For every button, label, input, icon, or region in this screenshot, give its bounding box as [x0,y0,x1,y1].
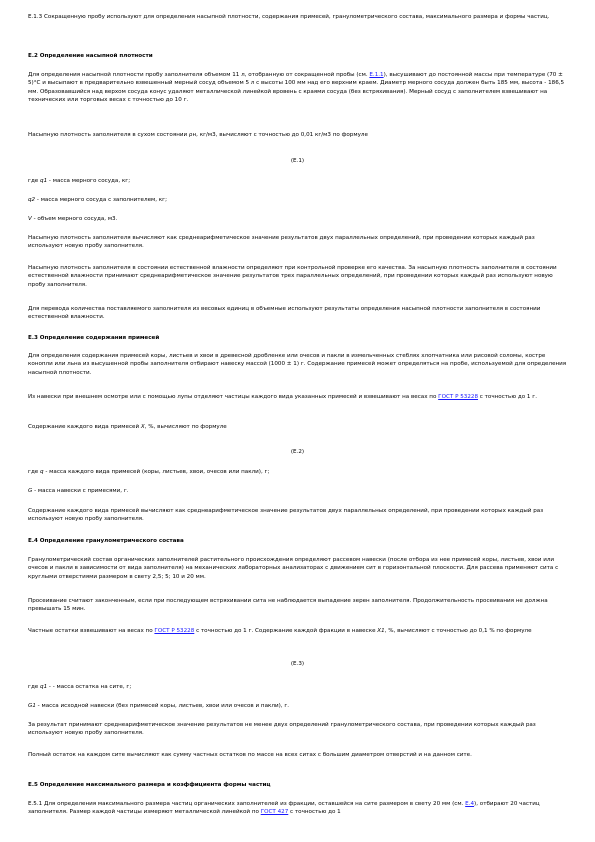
text-run: - масса каждого вида примесей (коры, листьев, хвои, очесов или пакли), г; [43,469,270,475]
paragraph-e-4-duration: Просеивание считают законченным, если при последующем встряхивании сита не наблюдается выпадение зерен заполнителя. Продолжительность просеивания не должна превышать 15 мин. [28,598,548,613]
text-run: , %, вычисляют с точностью до 0,1 % по формуле [384,628,532,634]
where-g [28,487,568,495]
where-q2 [28,196,568,204]
text-run: с точностью до 1 г. Содержание каждой фракции в навеске [194,628,378,634]
paragraph-e-3-average: Содержание каждого вида примесей вычисляют как среднеарифметическое значение результатов двух параллельных определений, при проведении которых каждый раз используют новую пробу заполнителя. [28,508,544,523]
paragraph-e-3-formula-intro [28,423,568,431]
where-v [28,215,568,223]
text-run: , %, вычисляют по формуле [144,424,227,430]
paragraph-e-3-weighing [28,393,568,401]
link-gost-r-53228[interactable]: ГОСТ Р 53228 [438,394,479,400]
text-run: - масса мерного сосуда с заполнителем, кг; [35,197,167,203]
text-run: - - масса остатка на сите, г; [47,684,132,690]
paragraph-average-two: Насыпную плотность заполнителя вычисляют как среднеарифметическое значение результатов двух параллельных определений, при проведении которых каждый раз используют новую пробу заполнителя. [28,235,535,250]
paragraph-unit-conversion: Для перевода количества поставляемого заполнителя из весовых единиц в объемные используют результаты определения насыпной плотности заполнителя в состоянии естественной влажности. [28,306,541,321]
link-e-1-1[interactable]: Е.1.1 [369,72,384,78]
text-run: Для определения насыпной плотности пробу заполнителя объемом 11 л, отобранную от сокращенной пробы (см. [28,72,370,78]
text-run: Е.5.1 Для определения максимального размера частиц органических заполнителей из фракции, оставшейся на сите размером в свету 20 мм (см. [28,801,466,807]
variable-g1: G1 [28,703,36,709]
equation-number-e1: (Е.1) [290,158,305,164]
heading-e-5: Е.5 Определение максимального размера и коэффициента формы частиц [28,782,271,788]
link-gost-r-53228[interactable]: ГОСТ Р 53228 [154,628,195,634]
variable-g: G [28,488,33,494]
where-q1 [28,177,568,185]
text-run: где [28,684,41,690]
text-run: ), высушивают до постоянной массы при температуре (70 ± 5)°С и высыпают в предварительно взвешенный мерный сосуд объемом 5 л с высоты 100 мм над его верхним краем. Диаметр мерного сосуда должен быть 185 мм, высота - 186,5 мм. Образовавшийся над верхом сосуда конус удаляют металлической линейкой вровень с краями сосуда (без встряхивания). Мерный сосуд с заполнителем взвешивают на технических или торговых весах с точностью до 10 г. [28,72,565,104]
text-run: ), отбирают 20 частиц заполнителя. Размер каждой частицы измеряют металлической линейкой по [28,801,540,816]
text-run: Частные остатки взвешивают на весах по [28,628,155,634]
text-run: Из навески при внешнем осмотре или с помощью лупы отделяют частицы каждого вида указанных примесей и взвешивают на весах по [28,394,439,400]
paragraph-e-4-residues [28,627,568,635]
paragraph-density-formula-intro: Насыпную плотность заполнителя в сухом состоянии ρн, кг/м3, вычисляют с точностью до 0,01 кг/м3 по формуле [28,132,368,138]
text-run: с точностью до 1 [288,809,341,816]
text-run: - масса мерного сосуда, кг; [47,178,131,184]
variable-x1: Х1 [377,628,385,634]
where-q [28,468,568,476]
link-gost-427[interactable]: ГОСТ 427 [260,809,289,816]
equation-number-e2: (Е.2) [290,449,305,455]
text-run: Содержание каждого вида примесей [28,424,141,430]
text-run: где [28,469,41,475]
paragraph-e-5-1 [28,800,568,817]
heading-e-3: Е.3 Определение содержания примесей [28,335,160,341]
where-q1-residue [28,683,568,691]
heading-e-2: Е.2 Определение насыпной плотности [28,53,153,59]
paragraph-e-4-total-residue: Полный остаток на каждом сите вычисляют как сумму частных остатков по массе на всех ситах с большим диаметром отверстий и на данном сите. [28,752,472,758]
text-run: с точностью до 1 г. [478,394,537,400]
where-g1 [28,702,568,710]
text-run: где [28,178,41,184]
text-run: - объем мерного сосуда, м3. [31,216,118,222]
text-run: - масса навески с примесями, г. [32,488,129,494]
variable-q: q [40,469,44,475]
paragraph-natural-moisture: Насыпную плотность заполнителя в состоянии естественной влажности определяют при контрольной проверке его качества. За насыпную плотность заполнителя в состоянии естественной влажности принимают среднеарифметическое значение результатов трех параллельных определений, при проведении которых каждый раз используют новую пробу заполнителя. [28,265,557,288]
variable-q1: q1 [40,178,48,184]
paragraph-e-3-sample: Для определения содержания примесей коры, листьев и хвои в древесной дробленке или очесов и пакли в измельченных стеблях хлопчатника или рисовой соломы, костре конопли или льна из высушенной пробы заполнителя отбирают навеску массой (1000 ± 1) г. Содержание примесей может определяться на пробе, используемой для определения насыпной плотности. [28,353,567,376]
variable-x: Х [140,424,145,430]
heading-e-4: Е.4 Определение гранулометрического состава [28,538,184,544]
variable-q1: q1 [40,684,48,690]
paragraph-e-4-sieving: Гранулометрический состав органических заполнителей растительного происхождения определяют рассевом навески (после отбора из нее примесей коры, листьев, хвои или очесов и пакли в зависимости от вида заполнителя) на механических лабораторных анализаторах с движением сит в горизонтальной плоскости. Для рассева применяют сита с круглыми отверстиями размером в свету 2,5; 5; 10 и 20 мм. [28,557,559,580]
text-run: - масса исходной навески (без примесей коры, листьев, хвои или очесов и пакли), г. [35,703,290,709]
paragraph-e-2-method [28,71,568,105]
paragraph-e-4-result: За результат принимают среднеарифметическое значение результатов не менее двух определений гранулометрического состава, при проведении которых каждый раз используют новую пробу заполнителя. [28,722,536,737]
equation-number-e3: (Е.3) [290,661,305,667]
variable-v: V [28,216,32,222]
link-e-4[interactable]: Е.4 [465,801,475,807]
variable-q2: q2 [28,197,36,203]
paragraph-e-1-3: Е.1.3 Сокращенную пробу используют для определения насыпной плотности, содержания примесей, гранулометрического состава, максимального размера и формы частиц. [28,14,550,20]
